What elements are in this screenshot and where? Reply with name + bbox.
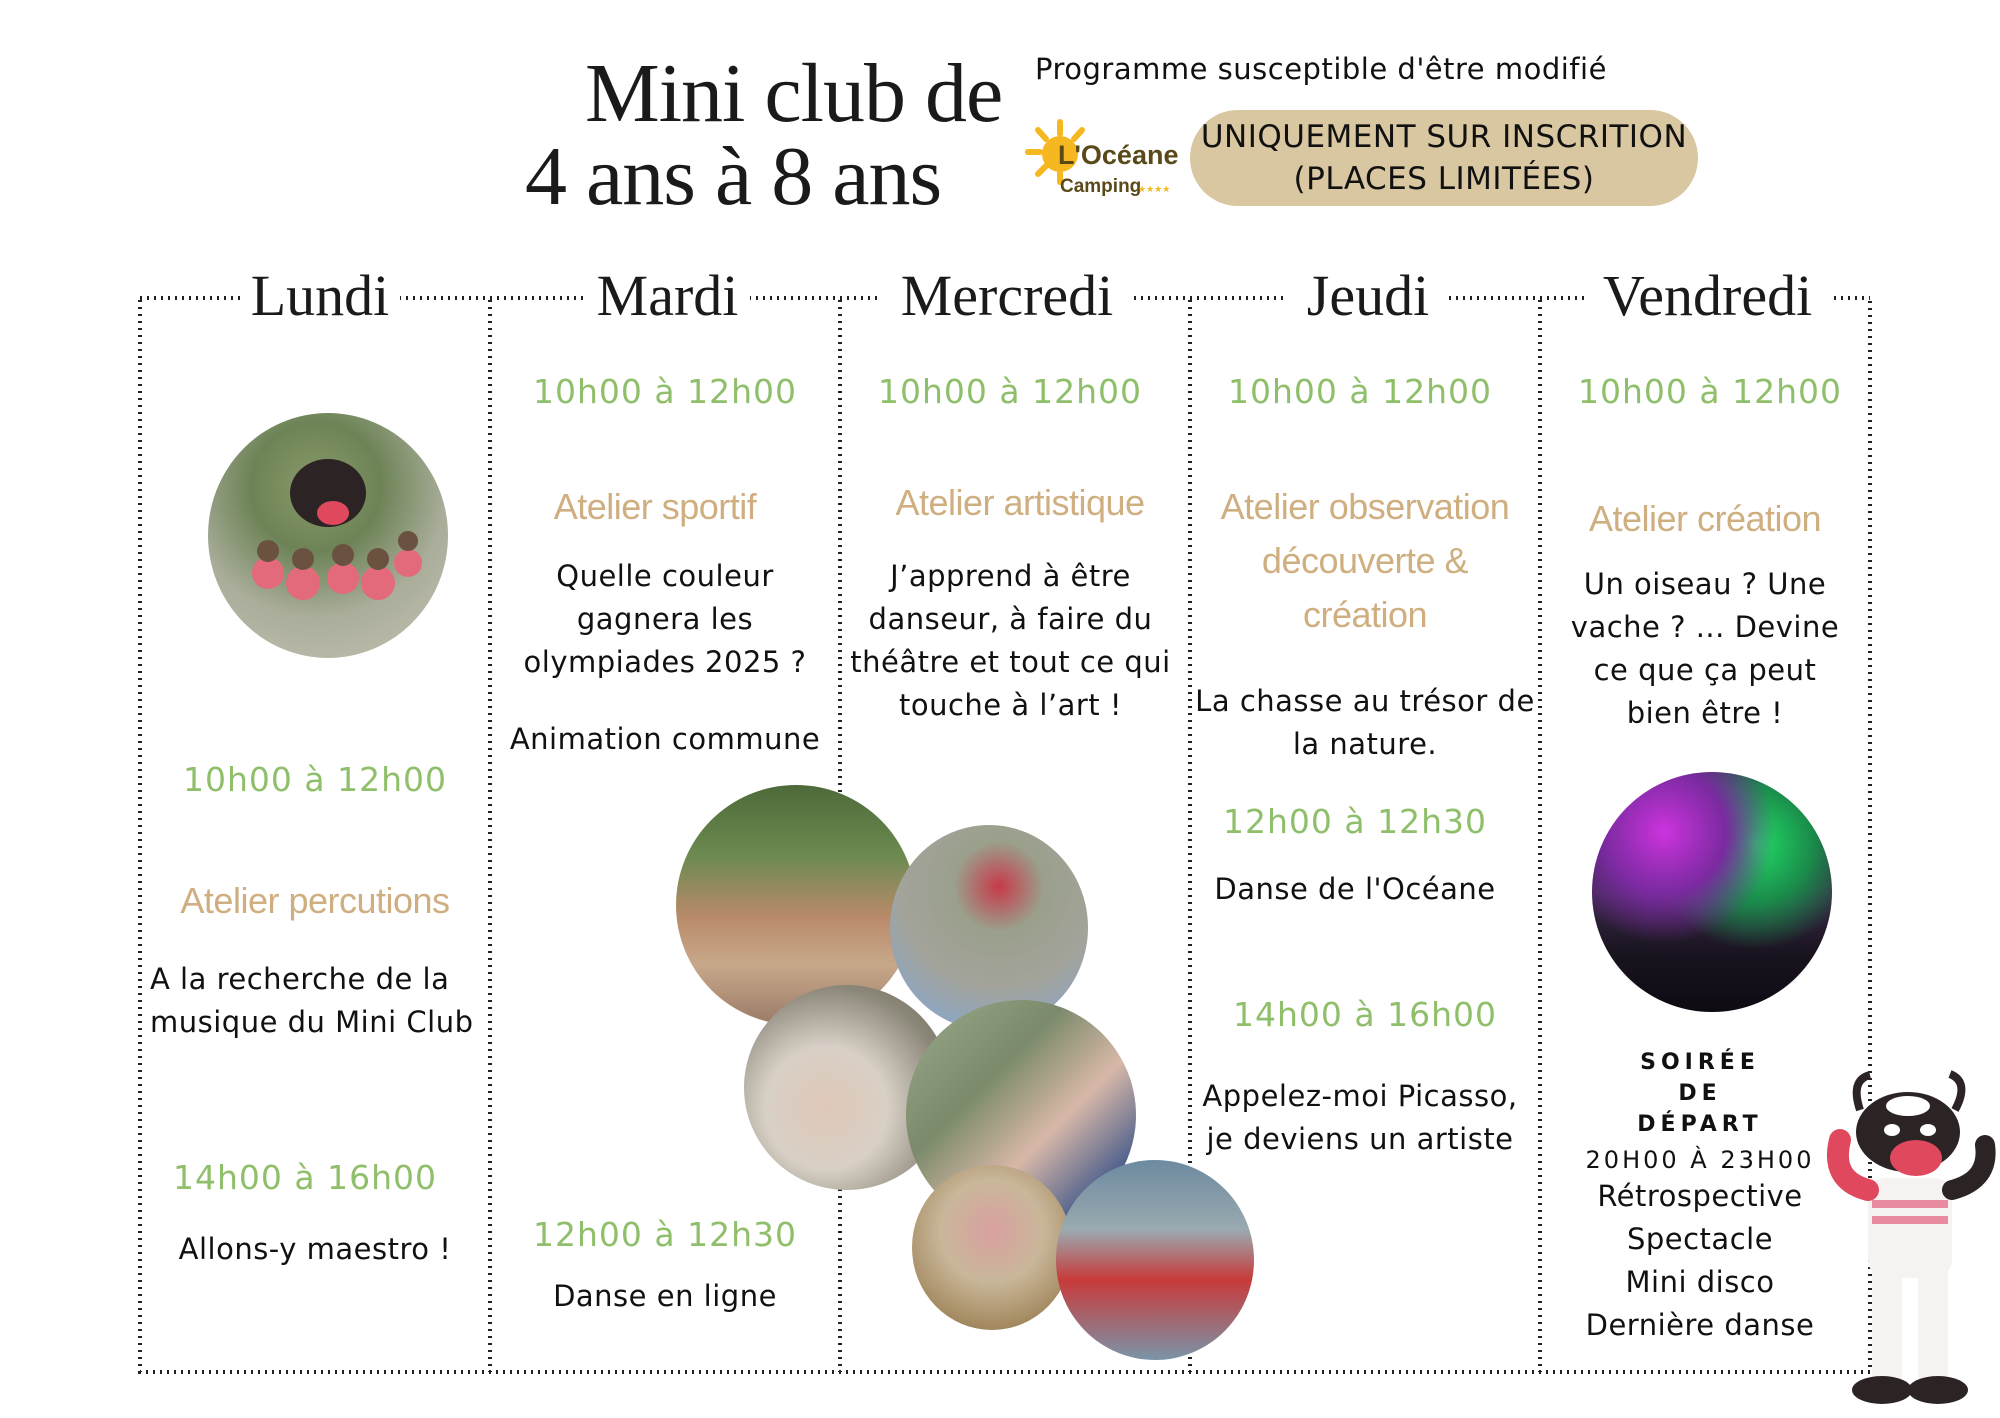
pill-line-2: (PLACES LIMITÉES) (1293, 161, 1595, 197)
day-header-tuesday: Mardi (585, 245, 750, 345)
friday-time-1: 10h00 à 12h00 (1578, 372, 1842, 411)
monday-desc-2: Allons-y maestro ! (178, 1232, 452, 1266)
thursday-desc-2: Danse de l'Océane (1214, 872, 1496, 906)
tuesday-desc-2: Danse en ligne (553, 1279, 777, 1313)
logo-stars: ★★★★ (1138, 185, 1171, 195)
day-header-thursday: Jeudi (1288, 245, 1448, 345)
thursday-time1-wrap (1190, 372, 1530, 411)
tuesday-desc-wrap (505, 555, 825, 684)
friday-evening-list (1545, 1175, 1855, 1347)
friday-atelier: Atelier création (1588, 498, 1822, 539)
friday-desc-wrap (1565, 563, 1845, 735)
tuesday-time-1: 10h00 à 12h00 (533, 372, 797, 411)
monday-desc2-wrap (140, 1228, 490, 1271)
monday-desc-wrap (150, 958, 480, 1044)
friday-evening-item: Spectacle (1626, 1222, 1774, 1256)
tuesday-time1-wrap (490, 372, 840, 411)
thursday-desc3-wrap (1195, 1075, 1525, 1161)
tuesday-desc-1b: Animation commune (509, 722, 821, 756)
thursday-time2-wrap (1190, 802, 1520, 841)
program-notice: Programme susceptible d'être modifié (1035, 52, 1607, 86)
wednesday-atelier: Atelier artistique (895, 482, 1145, 523)
tuesday-desc1b-wrap (490, 718, 840, 761)
thursday-atelier: Atelier observation découverte & création (1220, 486, 1510, 635)
wednesday-atelier-wrap (845, 476, 1195, 530)
thursday-atelier-wrap (1205, 480, 1525, 642)
tuesday-time-2: 12h00 à 12h30 (533, 1215, 797, 1254)
collage-photo-sack-race (1056, 1160, 1254, 1360)
day-header-wednesday: Mercredi (882, 245, 1132, 345)
friday-evening-item: Rétrospective (1597, 1179, 1803, 1213)
thursday-desc-1: La chasse au trésor de la nature. (1195, 684, 1535, 761)
wednesday-time1-wrap (840, 372, 1180, 411)
friday-disco-photo (1592, 772, 1832, 1012)
monday-afternoon-wrap (140, 1158, 470, 1197)
monday-desc-1: A la recherche de la musique du Mini Club (150, 962, 474, 1039)
thursday-desc-wrap (1188, 680, 1542, 766)
thursday-time-2: 12h00 à 12h30 (1223, 802, 1487, 841)
mascot-bull-icon (208, 413, 448, 658)
thursday-desc-3: Appelez-moi Picasso, je deviens un artiste (1202, 1079, 1518, 1156)
wednesday-desc-1: J’apprend à être danseur, à faire du théâtre et tout ce qui touche à l’art ! (850, 559, 1171, 722)
collage-photo-dance (676, 785, 916, 1025)
friday-evening-title: SOIRÉE DE DÉPART (1637, 1050, 1763, 1137)
title-line-2: 4 ans à 8 ans (525, 130, 942, 223)
friday-atelier-wrap (1540, 492, 1870, 546)
collage-photo-group (890, 825, 1088, 1030)
logo-sub: Camping (1060, 176, 1142, 197)
pill-line-1: UNIQUEMENT SUR INSCRITION (1200, 119, 1688, 155)
friday-desc-1: Un oiseau ? Une vache ? ... Devine ce que ça peut bien être ! (1570, 567, 1840, 730)
monday-time-2: 14h00 à 16h00 (173, 1158, 437, 1197)
mascot-bull (1820, 1070, 2000, 1414)
tuesday-atelier: Atelier sportif (553, 486, 757, 527)
collage-photo-nature (912, 1165, 1072, 1330)
friday-time1-wrap (1540, 372, 1880, 411)
thursday-desc2-wrap (1190, 868, 1520, 911)
thursday-time-3: 14h00 à 16h00 (1233, 995, 1497, 1034)
monday-atelier-wrap (140, 874, 490, 928)
tuesday-atelier-wrap (480, 480, 830, 534)
wednesday-time-1: 10h00 à 12h00 (878, 372, 1142, 411)
monday-col-morning (140, 760, 490, 799)
title-line-1: Mini club de (585, 47, 1003, 140)
monday-photo (208, 413, 448, 658)
thursday-time-1: 10h00 à 12h00 (1228, 372, 1492, 411)
day-header-monday: Lundi (240, 245, 400, 345)
friday-evening-item: Mini disco (1625, 1265, 1775, 1299)
mascot-bull-icon (1820, 1070, 2000, 1414)
friday-evening-item: Dernière danse (1585, 1308, 1815, 1342)
tuesday-time2-wrap (490, 1215, 840, 1254)
day-header-friday: Vendredi (1585, 245, 1830, 345)
logo-text: L'Océane (1058, 140, 1179, 170)
wednesday-desc-wrap (843, 555, 1178, 727)
tuesday-desc2-wrap (490, 1275, 840, 1318)
thursday-time3-wrap (1190, 995, 1540, 1034)
friday-evening-wrap (1545, 1047, 1855, 1174)
tuesday-desc-1: Quelle couleur gagnera les olympiades 2025 ? (523, 559, 807, 679)
monday-atelier: Atelier percutions (180, 880, 450, 921)
monday-time-1: 10h00 à 12h00 (183, 760, 447, 799)
friday-evening-time: 20H00 À 23H00 (1585, 1146, 1815, 1174)
